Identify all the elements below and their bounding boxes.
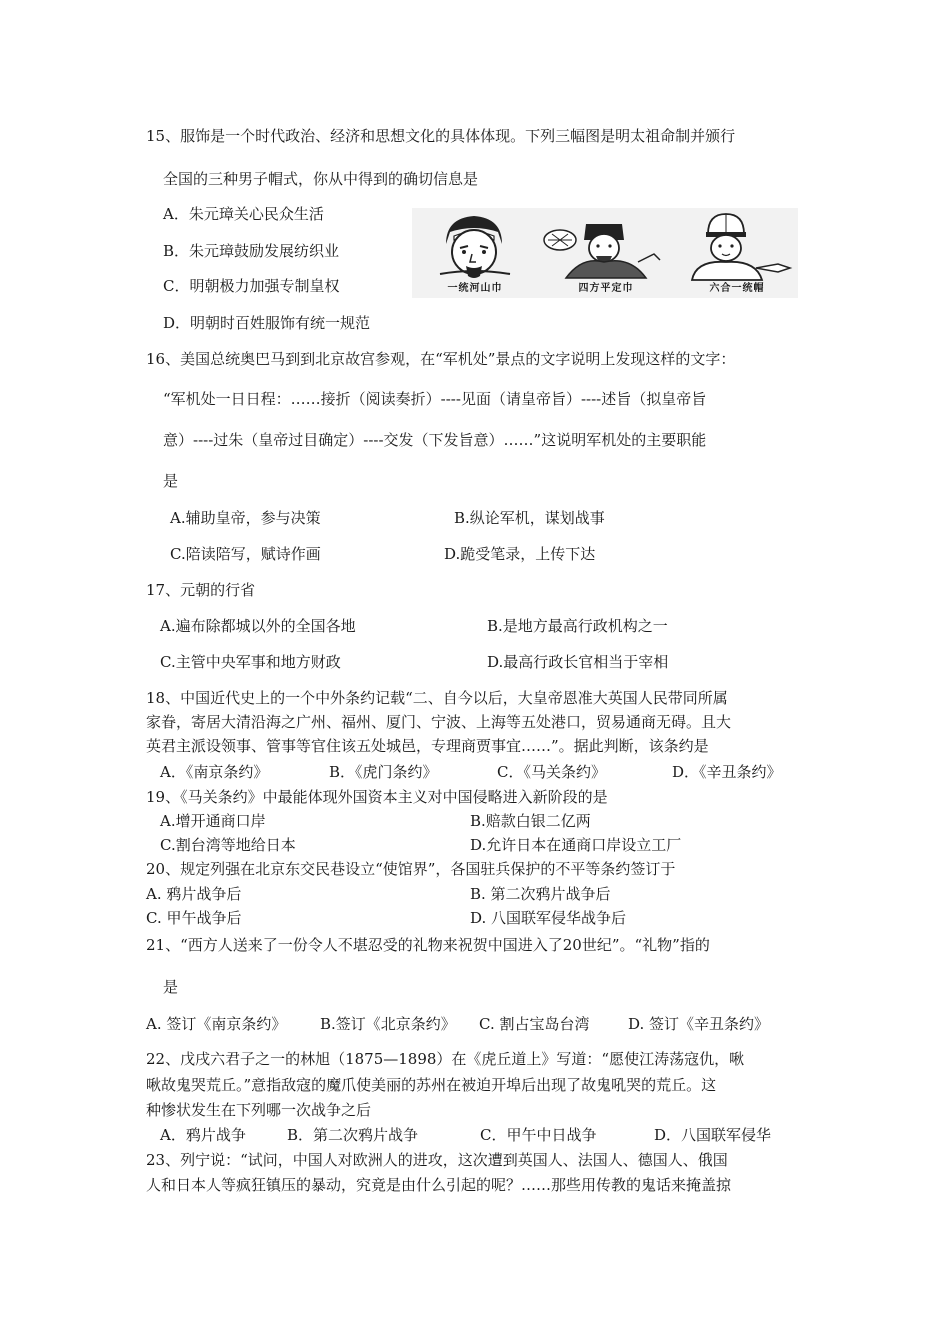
q19-stem: 19、《马关条约》中最能体现外国资本主义对中国侵略进入新阶段的是: [146, 788, 608, 806]
q22-stem-line3: 种惨状发生在下列哪一次战争之后: [146, 1101, 372, 1119]
q16-stem-line3: 意）----过朱（皇帝过目确定）----交发（下发旨意）……”这说明军机处的主要职能: [163, 431, 707, 449]
q16-option-b: B.纵论军机，谋划战事: [454, 509, 605, 527]
q18-stem-line3: 英君主派设领事、管事等官住该五处城邑，专理商贾事宜……”。据此判断，该条约是: [146, 737, 709, 755]
q18-option-a: A．《南京条约》: [160, 763, 269, 781]
q15-option-d: D．明朝时百姓服饰有统一规范: [163, 314, 371, 332]
hat-caption-1: 一统河山巾: [447, 283, 503, 294]
hat-caption-2: 四方平定巾: [578, 283, 634, 294]
hat-figure-3: [678, 208, 796, 298]
scholar-with-square-hat-illustration: [542, 210, 670, 282]
q21-stem-line2: 是: [163, 978, 179, 996]
q15-option-a: A．朱元璋关心民众生活: [163, 205, 324, 223]
q21-option-d: D. 签订《辛丑条约》: [628, 1015, 770, 1033]
hat-figure-2: [542, 208, 670, 298]
q15-stem-line2: 全国的三种男子帽式，你从中得到的确切信息是: [163, 170, 479, 188]
q17-stem: 17、元朝的行省: [146, 581, 256, 599]
q20-stem: 20、规定列强在北京东交民巷设立“使馆界”，各国驻兵保护的不平等条约签订于: [146, 860, 676, 878]
q21-option-c: C. 割占宝岛台湾: [479, 1015, 590, 1033]
q18-option-b: B．《虎门条约》: [329, 763, 438, 781]
q16-option-a: A.辅助皇帝，参与决策: [170, 509, 321, 527]
q21-option-a: A. 签订《南京条约》: [146, 1015, 287, 1033]
q18-stem-line1: 18、中国近代史上的一个中外条约记载“二、自今以后，大皇帝恩准大英国人民带同所属: [146, 689, 728, 707]
q20-option-d: D. 八国联军侵华战争后: [470, 909, 627, 927]
q19-option-d: D.允许日本在通商口岸设立工厂: [470, 836, 682, 854]
q16-stem-line2: “军机处一日日程：……接折（阅读奏折）----见面（请皇帝旨）----述旨（拟皇帝旨: [163, 390, 707, 408]
q23-stem-line1: 23、列宁说：“试问，中国人对欧洲人的进攻，这次遭到英国人、法国人、德国人、俄国: [146, 1151, 728, 1169]
q21-stem-line1: 21、“西方人送来了一份令人不堪忍受的礼物来祝贺中国进入了20世纪”。“礼物”指的: [146, 936, 710, 954]
q19-option-b: B.赔款白银二亿两: [470, 812, 591, 830]
q15-option-c: C．明朝极力加强专制皇权: [163, 277, 340, 295]
q20-option-c: C. 甲午战争后: [146, 909, 242, 927]
q19-option-c: C.割台湾等地给日本: [160, 836, 296, 854]
q18-option-d: D．《辛丑条约》: [672, 763, 782, 781]
man-with-headscarf-illustration: [416, 210, 534, 282]
q16-stem-line4: 是: [163, 472, 179, 490]
q22-stem-line2: 啾故鬼哭荒丘。”意指敌寇的魔爪使美丽的苏州在被迫开埠后出现了故鬼吼哭的荒丘。这: [146, 1076, 717, 1094]
q22-option-b: B．第二次鸦片战争: [287, 1126, 419, 1144]
q22-option-c: C．甲午中日战争: [480, 1126, 597, 1144]
q19-option-a: A.增开通商口岸: [160, 812, 266, 830]
q17-option-c: C.主管中央军事和地方财政: [160, 653, 341, 671]
q16-option-c: C.陪读陪写，赋诗作画: [170, 545, 321, 563]
q20-option-a: A. 鸦片战争后: [146, 885, 242, 903]
q16-option-d: D.跪受笔录，上传下达: [444, 545, 596, 563]
q18-option-c: C．《马关条约》: [497, 763, 606, 781]
hat-figure-1: [416, 208, 534, 298]
man-with-melon-cap-illustration: [678, 210, 796, 282]
q17-option-d: D.最高行政长官相当于宰相: [487, 653, 669, 671]
q16-stem-line1: 16、美国总统奥巴马到到北京故宫参观，在“军机处”景点的文字说明上发现这样的文字：: [146, 350, 736, 368]
q21-option-b: B.签订《北京条约》: [320, 1015, 456, 1033]
q18-stem-line2: 家眷，寄居大清沿海之广州、福州、厦门、宁波、上海等五处港口，贸易通商无碍。且大: [146, 713, 732, 731]
q23-stem-line2: 人和日本人等疯狂镇压的暴动，究竟是由什么引起的呢？……那些用传教的鬼话来掩盖掠: [146, 1176, 732, 1194]
q22-stem-line1: 22、戊戌六君子之一的林旭（1875—1898）在《虎丘道上》写道：“愿使江涛荡寇仇，啾: [146, 1050, 745, 1068]
q15-stem-line1: 15、服饰是一个时代政治、经济和思想文化的具体体现。下列三幅图是明太祖命制并颁行: [146, 127, 736, 145]
q17-option-b: B.是地方最高行政机构之一: [487, 617, 668, 635]
q22-option-a: A．鸦片战争: [160, 1126, 246, 1144]
q17-option-a: A.遍布除都城以外的全国各地: [160, 617, 356, 635]
q15-option-b: B．朱元璋鼓励发展纺织业: [163, 242, 340, 260]
hat-illustrations-figure: [412, 208, 798, 298]
hat-caption-3: 六合一统帽: [709, 283, 765, 294]
q20-option-b: B. 第二次鸦片战争后: [470, 885, 611, 903]
q22-option-d: D．八国联军侵华: [654, 1126, 772, 1144]
